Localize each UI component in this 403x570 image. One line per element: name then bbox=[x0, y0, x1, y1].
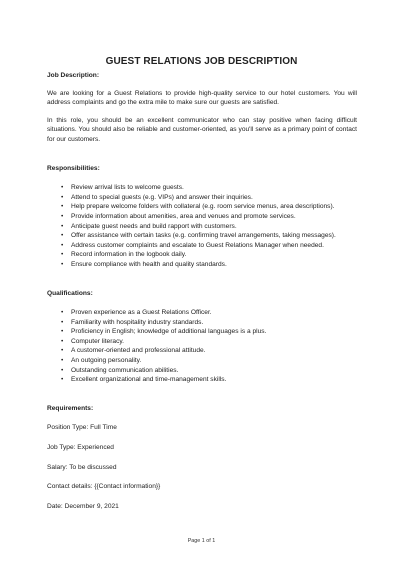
position-type: Position Type: Full Time bbox=[47, 424, 117, 432]
list-item: • Computer literacy. bbox=[47, 337, 357, 347]
list-item: • A customer-oriented and professional attitude. bbox=[47, 346, 357, 356]
intro-paragraph-2: In this role, you should be an excellent communicator who can stay positive when facing difficult situations. You should also be reliable and customer-oriented, as you'll serve as a primary point of contact for our customers. bbox=[47, 116, 357, 143]
document-body bbox=[47, 71, 357, 511]
list-item: • Review arrival lists to welcome guests. bbox=[47, 183, 357, 193]
intro-paragraph-1: We are looking for a Guest Relations to provide high-quality service to our hotel customers. You will address complaints and go the extra mile to make sure our guests are satisfied. bbox=[47, 89, 357, 107]
contact-details: Contact details: {{Contact information}} bbox=[47, 483, 161, 491]
list-item: • Outstanding communication abilities. bbox=[47, 366, 357, 376]
qualifications-heading: Qualifications: bbox=[47, 289, 93, 297]
list-item: • Attend to special guests (e.g. VIPs) and answer their inquiries. bbox=[47, 193, 357, 203]
page-number-footer: Page 1 of 1 bbox=[187, 538, 216, 544]
list-item: • Proficiency in English; knowledge of additional languages is a plus. bbox=[47, 327, 357, 337]
date: Date: December 9, 2021 bbox=[47, 502, 119, 510]
list-item: • Proven experience as a Guest Relations Officer. bbox=[47, 308, 357, 318]
list-item: • Familiarity with hospitality industry standards. bbox=[47, 318, 357, 328]
qualifications-list bbox=[47, 308, 357, 385]
document-title: GUEST RELATIONS JOB DESCRIPTION bbox=[105, 56, 298, 67]
responsibilities-heading: Responsibilities: bbox=[47, 164, 100, 172]
list-item: • Ensure compliance with health and quality standards. bbox=[47, 260, 357, 270]
list-item: • Help prepare welcome folders with collateral (e.g. room service menus, area descriptions). bbox=[47, 202, 357, 212]
list-item: • Record information in the logbook daily. bbox=[47, 250, 357, 260]
job-type: Job Type: Experienced bbox=[47, 444, 114, 452]
list-item: • Provide information about amenities, area and venues and promote services. bbox=[47, 212, 357, 222]
list-item: • Address customer complaints and escalate to Guest Relations Manager when needed. bbox=[47, 241, 357, 251]
salary: Salary: To be discussed bbox=[47, 463, 117, 471]
list-item: • An outgoing personality. bbox=[47, 356, 357, 366]
requirements-heading: Requirements: bbox=[47, 404, 94, 412]
list-item: • Excellent organizational and time-management skills. bbox=[47, 375, 357, 385]
list-item: • Offer assistance with certain tasks (e.g. confirming travel arrangements, taking messages). bbox=[47, 231, 357, 241]
responsibilities-list bbox=[47, 183, 357, 269]
list-item: • Anticipate guest needs and build rapport with customers. bbox=[47, 222, 357, 232]
job-description-heading: Job Description: bbox=[47, 72, 100, 79]
